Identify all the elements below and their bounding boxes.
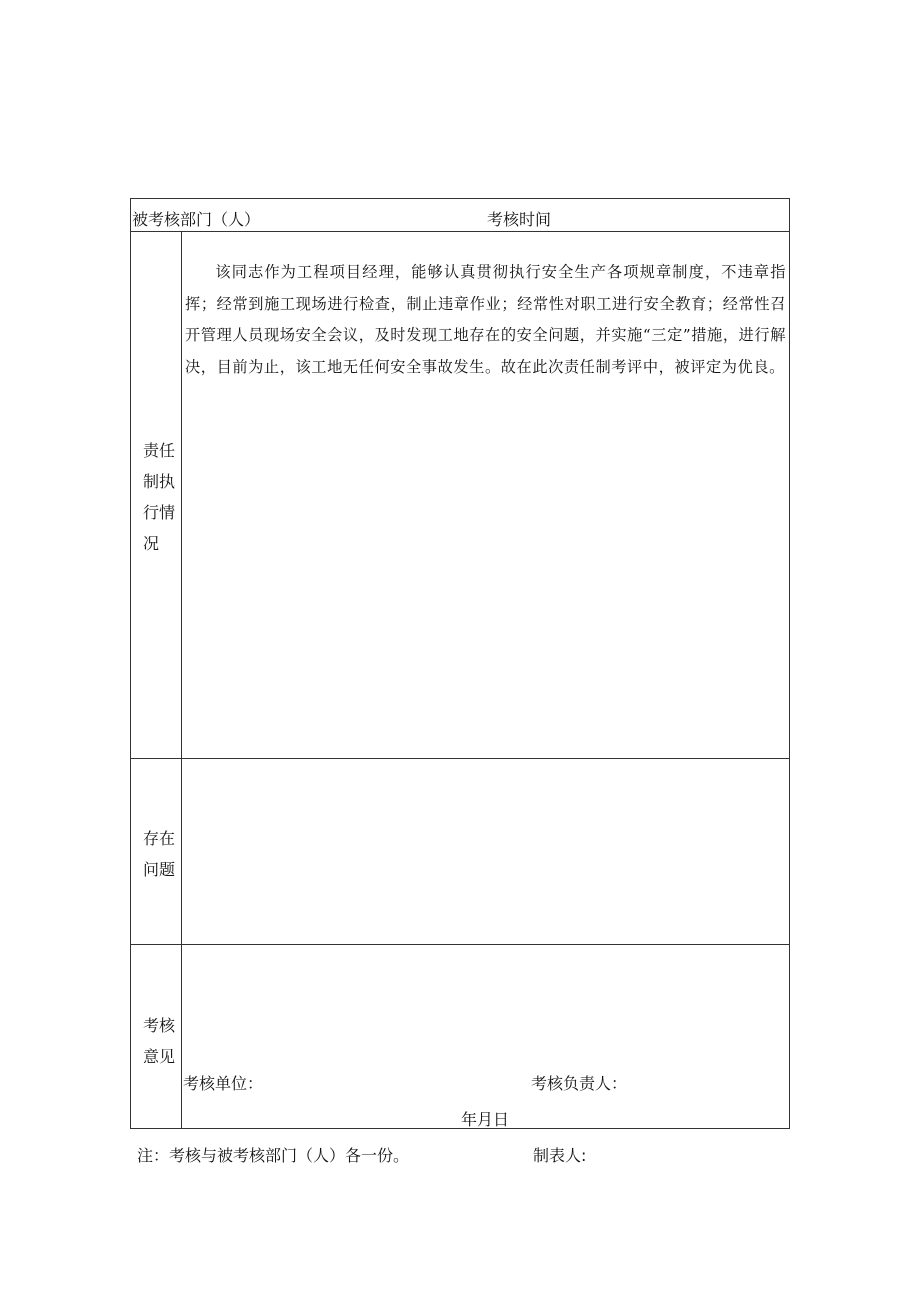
execution-section-divider [131, 758, 789, 759]
assessment-form-table [130, 198, 790, 1129]
label-column-divider [181, 232, 182, 1128]
execution-content: 该同志作为工程项目经理，能够认真贯彻执行安全生产各项规章制度，不违章指挥；经常到施工现场进行检查，制止违章作业；经常性对职工进行安全教育；经常性召开管理人员现场安全会议，及时发现工地存在的安全问题，并实施“三定”措施，进行解决，目前为止，该工地无任何安全事故发生。故在此次责任制考评中，被评定为优良。 [185, 263, 786, 376]
form-maker-label: 制表人: [533, 1146, 587, 1165]
execution-section-label: 责任制执行情况 [143, 441, 176, 553]
assessment-leader-label: 考核负责人： [531, 1074, 628, 1093]
footer-note: 注：考核与被考核部门（人）各一份。 [137, 1146, 410, 1165]
date-label: 年月日 [461, 1110, 510, 1129]
assessment-unit-label: 考核单位： [183, 1074, 264, 1093]
assessment-time-label: 考核时间 [487, 210, 552, 229]
problems-section-label: 存在问题 [143, 829, 176, 879]
opinion-section-label: 考核意见 [143, 1016, 176, 1066]
header-divider [131, 231, 789, 232]
problems-section-divider [131, 944, 789, 945]
department-label: 被考核部门（人） [132, 210, 261, 229]
